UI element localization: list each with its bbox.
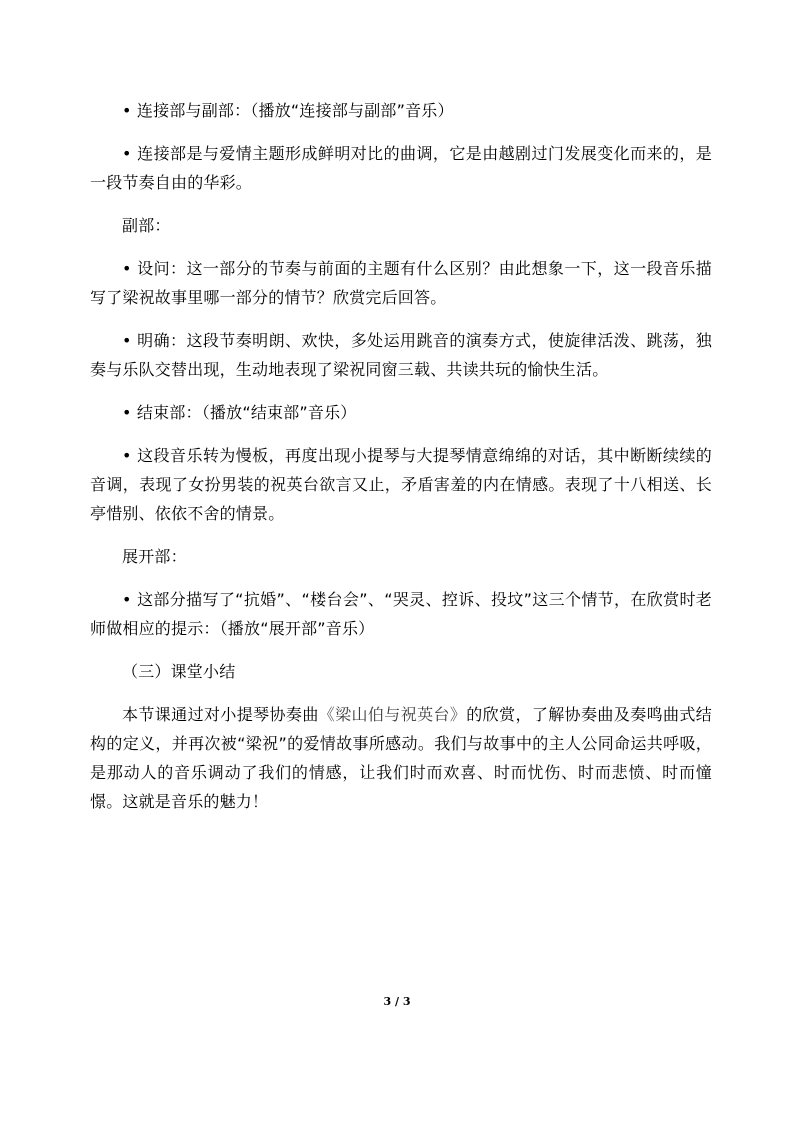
summary-before: 本节课通过对小提琴协奏曲	[122, 705, 319, 724]
summary-work-title: 《梁山伯与祝英台》	[318, 705, 467, 724]
page-number: 3 / 3	[383, 995, 411, 1008]
bullet-connecting-section-desc: • 连接部是与爱情主题形成鲜明对比的曲调，它是由越剧过门发展变化而来的，是一段节奏自由的华彩。	[90, 144, 712, 192]
heading-secondary-section: 副部：	[122, 216, 171, 235]
bullet-development-desc: • 这部分描写了“抗婚”、“楼台会”、“哭灵、控诉、投坟”这三个情节，在欣赏时老师做相应的提示：（播放“展开部”音乐）	[90, 590, 712, 638]
document-body	[90, 96, 712, 830]
bullet-ending-desc: • 这段音乐转为慢板，再度出现小提琴与大提琴情意绵绵的对话，其中断断续续的音调，表现了女扮男装的祝英台欲言又止，矛盾害羞的内在情感。表现了十八相送、长亭惜别、依依不舍的情景。	[90, 446, 712, 523]
bullet-question: • 设问：这一部分的节奏与前面的主题有什么区别？由此想象一下，这一段音乐描写了梁祝故事里哪一部分的情节？欣赏完后回答。	[90, 259, 712, 307]
bullet-clarify: • 明确：这段节奏明朗、欢快，多处运用跳音的演奏方式，使旋律活泼、跳荡，独奏与乐队交替出现，生动地表现了梁祝同窗三载、共读共玩的愉快生活。	[90, 331, 712, 379]
heading-class-summary: （三）课堂小结	[122, 662, 236, 681]
bullet-connecting-section: • 连接部与副部：（播放“连接部与副部”音乐）	[122, 101, 454, 120]
heading-development-section: 展开部：	[122, 547, 187, 566]
bullet-ending-section: • 结束部：（播放“结束部”音乐）	[122, 403, 357, 422]
summary-after: 的欣赏，了解协奏曲及奏鸣曲式结构的定义，并再次被“梁祝”的爱情故事所感动。我们与故事中的主人公同命运共呼吸，是那动人的音乐调动了我们的情感，让我们时而欢喜、时而忧伤、时而悲愤、时而憧憬。这就是音乐的魅力！	[90, 705, 712, 811]
summary-paragraph	[90, 700, 712, 816]
